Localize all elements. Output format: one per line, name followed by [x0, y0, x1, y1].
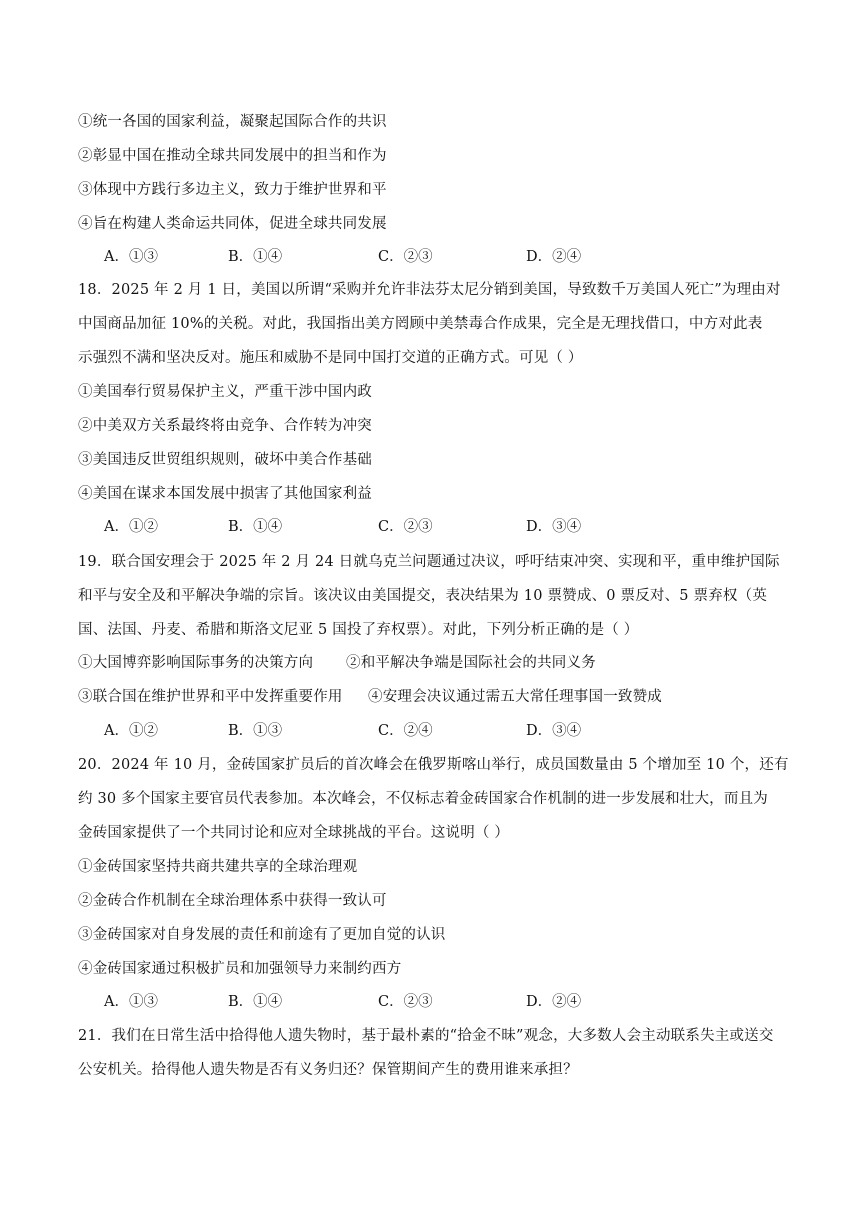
q17-statement-2: ②彰显中国在推动全球共同发展中的担当和作为: [78, 148, 387, 164]
q18-stem-line-3: 示强烈不满和坚决反对。施压和威胁不是同中国打交道的正确方式。可见（ ）: [78, 350, 583, 366]
option-d[interactable]: D．③④: [526, 519, 582, 535]
q18-stem-line-2: 中国商品加征 10%的关税。对此，我国指出美方罔顾中美禁毒合作成果，完全是无理找借口，中方对此表: [78, 316, 763, 332]
q20-stem-line-1: 20．2024 年 10 月，金砖国家扩员后的首次峰会在俄罗斯喀山举行，成员国数量由 5 个增加至 10 个，还有: [78, 757, 789, 773]
q21-stem-line-2: 公安机关。拾得他人遗失物是否有义务归还？保管期间产生的费用谁来承担？: [78, 1062, 578, 1078]
option-a[interactable]: A．①②: [104, 723, 158, 739]
q20-stem-line-2: 约 30 多个国家主要官员代表参加。本次峰会，不仅标志着金砖国家合作机制的进一步发展和壮大，而且为: [78, 791, 768, 807]
q19-stem-line-2: 和平与安全及和平解决争端的宗旨。该决议由美国提交，表决结果为 10 票赞成、0 票反对、5 票弃权（英: [78, 588, 768, 604]
q17-statement-1: ①统一各国的国家利益，凝聚起国际合作的共识: [78, 114, 387, 130]
q19-statement-row-2: [78, 687, 662, 707]
q20-statement-2: ②金砖合作机制在全球治理体系中获得一致认可: [78, 893, 387, 909]
option-b[interactable]: B．①④: [228, 519, 283, 535]
option-c[interactable]: C．②③: [378, 994, 433, 1010]
q19-statement-row-1: [78, 653, 596, 673]
q20-stem-line-3: 金砖国家提供了一个共同讨论和应对全球挑战的平台。这说明（ ）: [78, 825, 510, 841]
option-a[interactable]: A．①③: [104, 994, 158, 1010]
q19-statement-2: ②和平解决争端是国际社会的共同义务: [346, 655, 596, 671]
option-c[interactable]: C．②④: [378, 723, 433, 739]
q19-statement-3: ③联合国在维护世界和平中发挥重要作用: [78, 689, 343, 705]
option-d[interactable]: D．②④: [526, 994, 582, 1010]
option-d[interactable]: D．②④: [526, 249, 582, 265]
q21-stem-line-1: 21．我们在日常生活中拾得他人遗失物时，基于最朴素的“拾金不昧”观念，大多数人会主动联系失主或送交: [78, 1028, 774, 1044]
q20-statement-3: ③金砖国家对自身发展的责任和前途有了更加自觉的认识: [78, 927, 446, 943]
q19-statement-4: ④安理会决议通过需五大常任理事国一致赞成: [368, 689, 662, 705]
option-b[interactable]: B．①④: [228, 249, 283, 265]
q20-statement-1: ①金砖国家坚持共商共建共享的全球治理观: [78, 859, 358, 875]
q18-statement-1: ①美国奉行贸易保护主义，严重干涉中国内政: [78, 384, 372, 400]
q17-statement-3: ③体现中方践行多边主义，致力于维护世界和平: [78, 182, 387, 198]
option-c[interactable]: C．②③: [378, 519, 433, 535]
option-d[interactable]: D．③④: [526, 723, 582, 739]
q18-statement-3: ③美国违反世贸组织规则，破坏中美合作基础: [78, 452, 372, 468]
q17-statement-4: ④旨在构建人类命运共同体，促进全球共同发展: [78, 216, 387, 232]
q19-statement-1: ①大国博弈影响国际事务的决策方向: [78, 655, 314, 671]
q19-stem-line-3: 国、法国、丹麦、希腊和斯洛文尼亚 5 国投了弃权票）。对此，下列分析正确的是（ ）: [78, 622, 639, 638]
option-b[interactable]: B．①④: [228, 994, 283, 1010]
option-a[interactable]: A．①③: [104, 249, 158, 265]
q20-statement-4: ④金砖国家通过积极扩员和加强领导力来制约西方: [78, 961, 402, 977]
q18-statement-2: ②中美双方关系最终将由竞争、合作转为冲突: [78, 418, 372, 434]
option-a[interactable]: A．①②: [104, 519, 158, 535]
option-b[interactable]: B．①③: [228, 723, 283, 739]
q18-stem-line-1: 18．2025 年 2 月 1 日，美国以所谓“采购并允许非法芬太尼分销到美国，导致数千万美国人死亡”为理由对: [78, 282, 781, 298]
option-c[interactable]: C．②③: [378, 249, 433, 265]
q19-stem-line-1: 19．联合国安理会于 2025 年 2 月 24 日就乌克兰问题通过决议，呼吁结束冲突、实现和平，重申维护国际: [78, 554, 780, 570]
q18-statement-4: ④美国在谋求本国发展中损害了其他国家利益: [78, 486, 372, 502]
